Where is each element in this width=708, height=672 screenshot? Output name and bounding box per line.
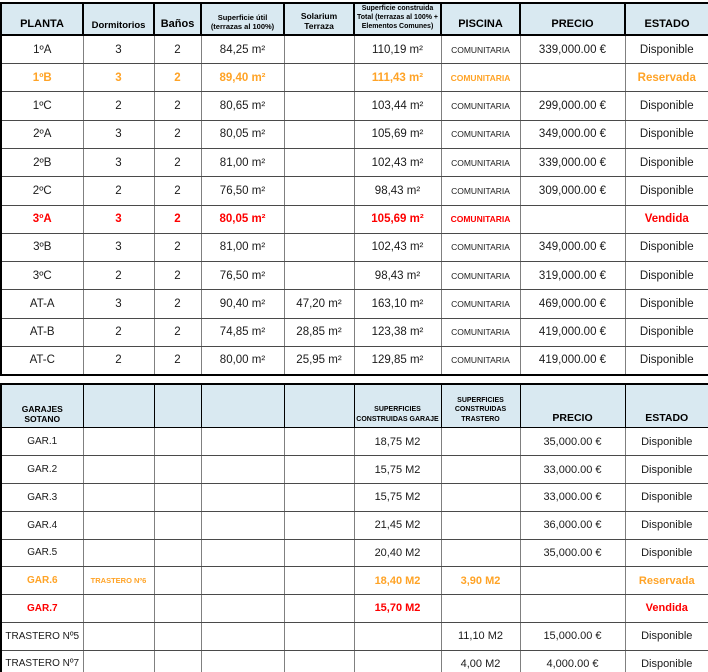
garages-header-empty-1 <box>154 384 201 428</box>
apartments-row-0-cell-dormitorios: 3 <box>83 35 154 63</box>
garages-row-7-cell-superficie-trastero: 11,10 M2 <box>441 622 520 650</box>
apartments-row-3-cell-estado: Disponible <box>625 120 708 148</box>
garages-row-3-cell-empty-3 <box>284 511 354 539</box>
garages-row-0-cell-empty-1 <box>154 428 201 456</box>
apartments-row-9-cell-estado: Disponible <box>625 290 708 318</box>
apartments-header-row <box>1 3 708 35</box>
garages-row-0-cell-estado: Disponible <box>625 428 708 456</box>
garages-row-2-cell-empty-1 <box>154 483 201 511</box>
garages-row-2-cell-precio: 33,000.00 € <box>520 483 625 511</box>
apartments-row-6 <box>1 205 708 233</box>
apartments-row-6-cell-planta: 3ºA <box>1 205 83 233</box>
apartments-row-5 <box>1 177 708 205</box>
apartments-row-2-cell-dormitorios: 2 <box>83 92 154 120</box>
apartments-row-5-cell-dormitorios: 2 <box>83 177 154 205</box>
apartments-row-9-cell-precio: 469,000.00 € <box>520 290 625 318</box>
apartments-row-5-cell-banos: 2 <box>154 177 201 205</box>
garages-row-6-cell-superficie-garaje: 15,70 M2 <box>354 595 441 623</box>
apartments-row-1 <box>1 64 708 92</box>
apartments-row-9-cell-superficie-construida: 163,10 m² <box>354 290 441 318</box>
garages-row-2-cell-estado: Disponible <box>625 483 708 511</box>
apartments-row-2-cell-banos: 2 <box>154 92 201 120</box>
apartments-row-10-cell-estado: Disponible <box>625 318 708 346</box>
apartments-row-6-cell-dormitorios: 3 <box>83 205 154 233</box>
apartments-header-superficie-construida: Superficie construida Total (terrazas al 100% + Elementos Comunes) <box>354 3 441 35</box>
apartments-header-precio: PRECIO <box>520 3 625 35</box>
apartments-row-11-cell-superficie-construida: 129,85 m² <box>354 347 441 375</box>
garages-row-1-cell-empty-1 <box>154 456 201 484</box>
garages-row-5-cell-precio <box>520 567 625 595</box>
apartments-row-11 <box>1 347 708 375</box>
apartments-row-2-cell-estado: Disponible <box>625 92 708 120</box>
garages-row-6-cell-superficie-trastero <box>441 595 520 623</box>
apartments-row-2 <box>1 92 708 120</box>
garages-row-6-cell-empty-2 <box>201 595 284 623</box>
garages-row-8-cell-superficie-trastero: 4,00 M2 <box>441 650 520 672</box>
apartments-row-7 <box>1 233 708 261</box>
apartments-row-6-cell-precio <box>520 205 625 233</box>
apartments-row-5-cell-superficie-construida: 98,43 m² <box>354 177 441 205</box>
apartments-row-10-cell-planta: AT-B <box>1 318 83 346</box>
apartments-header-dormitorios: Dormitorios <box>83 3 154 35</box>
garages-row-3-cell-estado: Disponible <box>625 511 708 539</box>
apartments-table-head <box>1 3 708 35</box>
apartments-row-1-cell-dormitorios: 3 <box>83 64 154 92</box>
apartments-row-1-cell-solarium-terraza <box>284 64 354 92</box>
apartments-row-9-cell-planta: AT-A <box>1 290 83 318</box>
garages-row-4-cell-empty-3 <box>284 539 354 567</box>
apartments-row-0-cell-superficie-construida: 110,19 m² <box>354 35 441 63</box>
garages-row-4-cell-garaje: GAR.5 <box>1 539 83 567</box>
garages-row-2-cell-empty-3 <box>284 483 354 511</box>
apartments-row-3-cell-dormitorios: 3 <box>83 120 154 148</box>
garages-row-4-cell-estado: Disponible <box>625 539 708 567</box>
garages-row-3-cell-precio: 36,000.00 € <box>520 511 625 539</box>
garages-row-0-cell-superficie-trastero <box>441 428 520 456</box>
apartments-row-0 <box>1 35 708 63</box>
apartments-row-6-cell-superficie-util: 80,05 m² <box>201 205 284 233</box>
apartments-row-9-cell-solarium-terraza: 47,20 m² <box>284 290 354 318</box>
apartments-row-10 <box>1 318 708 346</box>
apartments-row-4-cell-superficie-util: 81,00 m² <box>201 148 284 176</box>
apartments-row-6-cell-estado: Vendida <box>625 205 708 233</box>
garages-row-5-cell-empty-2 <box>201 567 284 595</box>
garages-row-8-cell-precio: 4,000.00 € <box>520 650 625 672</box>
garages-row-8-cell-trastero-label <box>83 650 154 672</box>
apartments-row-5-cell-estado: Disponible <box>625 177 708 205</box>
garages-row-5-cell-garaje: GAR.6 <box>1 567 83 595</box>
garages-row-0-cell-superficie-garaje: 18,75 M2 <box>354 428 441 456</box>
apartments-row-10-cell-superficie-util: 74,85 m² <box>201 318 284 346</box>
apartments-header-banos: Baños <box>154 3 201 35</box>
apartments-row-4-cell-estado: Disponible <box>625 148 708 176</box>
apartments-row-0-cell-banos: 2 <box>154 35 201 63</box>
apartments-row-1-cell-superficie-util: 89,40 m² <box>201 64 284 92</box>
apartments-header-estado: ESTADO <box>625 3 708 35</box>
garages-row-0-cell-empty-2 <box>201 428 284 456</box>
apartments-row-3-cell-superficie-util: 80,05 m² <box>201 120 284 148</box>
garages-row-7-cell-garaje: TRASTERO Nº5 <box>1 622 83 650</box>
apartments-row-10-cell-solarium-terraza: 28,85 m² <box>284 318 354 346</box>
apartments-row-11-cell-dormitorios: 2 <box>83 347 154 375</box>
apartments-row-5-cell-planta: 2ºC <box>1 177 83 205</box>
garages-row-4-cell-superficie-trastero <box>441 539 520 567</box>
garages-row-3-cell-superficie-trastero <box>441 511 520 539</box>
garages-header-empty-2 <box>201 384 284 428</box>
garages-row-0-cell-trastero-label <box>83 428 154 456</box>
apartments-row-1-cell-estado: Reservada <box>625 64 708 92</box>
garages-row-8-cell-empty-2 <box>201 650 284 672</box>
garages-row-5 <box>1 567 708 595</box>
apartments-row-11-cell-superficie-util: 80,00 m² <box>201 347 284 375</box>
garages-header-superficie-garaje: SUPERFICIES CONSTRUIDAS GARAJE <box>354 384 441 428</box>
garages-row-2 <box>1 483 708 511</box>
apartments-row-9-cell-banos: 2 <box>154 290 201 318</box>
garages-header-empty-3 <box>284 384 354 428</box>
apartments-row-1-cell-precio <box>520 64 625 92</box>
apartments-row-5-cell-superficie-util: 76,50 m² <box>201 177 284 205</box>
garages-row-6-cell-precio <box>520 595 625 623</box>
apartments-header-superficie-util: Superficie útil (terrazas al 100%) <box>201 3 284 35</box>
apartments-row-0-cell-planta: 1ºA <box>1 35 83 63</box>
garages-row-0-cell-empty-3 <box>284 428 354 456</box>
garages-row-6-cell-estado: Vendida <box>625 595 708 623</box>
apartments-row-4-cell-solarium-terraza <box>284 148 354 176</box>
garages-row-1-cell-garaje: GAR.2 <box>1 456 83 484</box>
apartments-row-1-cell-piscina: COMUNITARIA <box>441 64 520 92</box>
garages-row-8-cell-empty-1 <box>154 650 201 672</box>
apartments-row-11-cell-precio: 419,000.00 € <box>520 347 625 375</box>
garages-row-7-cell-empty-2 <box>201 622 284 650</box>
garages-row-7-cell-superficie-garaje <box>354 622 441 650</box>
apartments-row-8-cell-precio: 319,000.00 € <box>520 262 625 290</box>
garages-row-7-cell-empty-3 <box>284 622 354 650</box>
garages-row-5-cell-superficie-garaje: 18,40 M2 <box>354 567 441 595</box>
apartments-row-6-cell-banos: 2 <box>154 205 201 233</box>
apartments-row-7-cell-banos: 2 <box>154 233 201 261</box>
garages-row-6-cell-empty-1 <box>154 595 201 623</box>
garages-row-8 <box>1 650 708 672</box>
garages-header-superficie-trastero: SUPERFICIES CONSTRUIDAS TRASTERO <box>441 384 520 428</box>
apartments-row-0-cell-superficie-util: 84,25 m² <box>201 35 284 63</box>
apartments-row-8-cell-solarium-terraza <box>284 262 354 290</box>
apartments-row-6-cell-superficie-construida: 105,69 m² <box>354 205 441 233</box>
apartments-row-8-cell-planta: 3ºC <box>1 262 83 290</box>
apartments-row-0-cell-piscina: COMUNITARIA <box>441 35 520 63</box>
garages-row-2-cell-empty-2 <box>201 483 284 511</box>
garages-row-3-cell-empty-2 <box>201 511 284 539</box>
apartments-row-4-cell-planta: 2ºB <box>1 148 83 176</box>
apartments-row-11-cell-estado: Disponible <box>625 347 708 375</box>
garages-row-8-cell-superficie-garaje <box>354 650 441 672</box>
apartments-row-10-cell-banos: 2 <box>154 318 201 346</box>
apartments-header-piscina: PISCINA <box>441 3 520 35</box>
apartments-row-9-cell-piscina: COMUNITARIA <box>441 290 520 318</box>
garages-row-3-cell-trastero-label <box>83 511 154 539</box>
garages-row-1-cell-superficie-trastero <box>441 456 520 484</box>
apartments-row-4-cell-piscina: COMUNITARIA <box>441 148 520 176</box>
apartments-row-0-cell-estado: Disponible <box>625 35 708 63</box>
garages-row-7-cell-trastero-label <box>83 622 154 650</box>
apartments-row-10-cell-dormitorios: 2 <box>83 318 154 346</box>
garages-header-estado: ESTADO <box>625 384 708 428</box>
garages-row-5-cell-empty-3 <box>284 567 354 595</box>
apartments-row-6-cell-piscina: COMUNITARIA <box>441 205 520 233</box>
apartments-row-2-cell-piscina: COMUNITARIA <box>441 92 520 120</box>
apartments-row-7-cell-piscina: COMUNITARIA <box>441 233 520 261</box>
garages-row-6-cell-empty-3 <box>284 595 354 623</box>
apartments-row-3 <box>1 120 708 148</box>
garages-row-0 <box>1 428 708 456</box>
garages-row-4-cell-precio: 35,000.00 € <box>520 539 625 567</box>
apartments-row-10-cell-piscina: COMUNITARIA <box>441 318 520 346</box>
apartments-row-11-cell-planta: AT-C <box>1 347 83 375</box>
apartments-row-0-cell-solarium-terraza <box>284 35 354 63</box>
apartments-row-4-cell-superficie-construida: 102,43 m² <box>354 148 441 176</box>
apartments-row-8-cell-superficie-construida: 98,43 m² <box>354 262 441 290</box>
apartments-row-9 <box>1 290 708 318</box>
garages-row-3-cell-empty-1 <box>154 511 201 539</box>
garages-header-trastero-label <box>83 384 154 428</box>
garages-row-4-cell-empty-1 <box>154 539 201 567</box>
apartments-row-2-cell-precio: 299,000.00 € <box>520 92 625 120</box>
apartments-row-8-cell-banos: 2 <box>154 262 201 290</box>
garages-row-2-cell-trastero-label <box>83 483 154 511</box>
apartments-row-1-cell-planta: 1ºB <box>1 64 83 92</box>
garages-row-5-cell-trastero-label: TRASTERO Nº6 <box>83 567 154 595</box>
garages-header-row <box>1 384 708 428</box>
garages-row-2-cell-superficie-garaje: 15,75 M2 <box>354 483 441 511</box>
garages-row-1-cell-trastero-label <box>83 456 154 484</box>
apartments-row-8-cell-piscina: COMUNITARIA <box>441 262 520 290</box>
apartments-row-8-cell-superficie-util: 76,50 m² <box>201 262 284 290</box>
garages-row-1 <box>1 456 708 484</box>
garages-row-2-cell-superficie-trastero <box>441 483 520 511</box>
apartments-row-5-cell-precio: 309,000.00 € <box>520 177 625 205</box>
apartments-row-7-cell-planta: 3ºB <box>1 233 83 261</box>
apartments-row-5-cell-solarium-terraza <box>284 177 354 205</box>
garages-row-4-cell-trastero-label <box>83 539 154 567</box>
apartments-row-1-cell-superficie-construida: 111,43 m² <box>354 64 441 92</box>
apartments-row-5-cell-piscina: COMUNITARIA <box>441 177 520 205</box>
apartments-row-2-cell-solarium-terraza <box>284 92 354 120</box>
apartments-row-7-cell-superficie-util: 81,00 m² <box>201 233 284 261</box>
apartments-row-7-cell-dormitorios: 3 <box>83 233 154 261</box>
apartments-row-3-cell-banos: 2 <box>154 120 201 148</box>
apartments-row-4-cell-banos: 2 <box>154 148 201 176</box>
garages-row-3-cell-garaje: GAR.4 <box>1 511 83 539</box>
apartments-row-7-cell-estado: Disponible <box>625 233 708 261</box>
garages-row-2-cell-garaje: GAR.3 <box>1 483 83 511</box>
garages-row-1-cell-precio: 33,000.00 € <box>520 456 625 484</box>
apartments-row-4-cell-precio: 339,000.00 € <box>520 148 625 176</box>
apartments-row-1-cell-banos: 2 <box>154 64 201 92</box>
garages-table-head <box>1 384 708 428</box>
garages-row-0-cell-garaje: GAR.1 <box>1 428 83 456</box>
apartments-row-7-cell-solarium-terraza <box>284 233 354 261</box>
apartments-row-3-cell-superficie-construida: 105,69 m² <box>354 120 441 148</box>
apartments-price-table <box>0 2 708 376</box>
apartments-row-11-cell-piscina: COMUNITARIA <box>441 347 520 375</box>
garages-row-8-cell-garaje: TRASTERO Nº7 <box>1 650 83 672</box>
garages-header-precio: PRECIO <box>520 384 625 428</box>
garages-price-table <box>0 383 708 672</box>
apartments-row-9-cell-dormitorios: 3 <box>83 290 154 318</box>
apartments-row-8-cell-dormitorios: 2 <box>83 262 154 290</box>
apartments-row-3-cell-planta: 2ºA <box>1 120 83 148</box>
garages-row-3-cell-superficie-garaje: 21,45 M2 <box>354 511 441 539</box>
apartments-row-11-cell-solarium-terraza: 25,95 m² <box>284 347 354 375</box>
garages-row-6-cell-garaje: GAR.7 <box>1 595 83 623</box>
apartments-row-0-cell-precio: 339,000.00 € <box>520 35 625 63</box>
apartments-row-8 <box>1 262 708 290</box>
garages-row-6-cell-trastero-label <box>83 595 154 623</box>
apartments-row-4-cell-dormitorios: 3 <box>83 148 154 176</box>
apartments-header-planta: PLANTA <box>1 3 83 35</box>
garages-row-4 <box>1 539 708 567</box>
garages-row-1-cell-empty-2 <box>201 456 284 484</box>
apartments-row-2-cell-planta: 1ºC <box>1 92 83 120</box>
apartments-row-7-cell-precio: 349,000.00 € <box>520 233 625 261</box>
apartments-row-10-cell-precio: 419,000.00 € <box>520 318 625 346</box>
apartments-row-7-cell-superficie-construida: 102,43 m² <box>354 233 441 261</box>
apartments-row-3-cell-solarium-terraza <box>284 120 354 148</box>
apartments-row-3-cell-precio: 349,000.00 € <box>520 120 625 148</box>
garages-row-1-cell-empty-3 <box>284 456 354 484</box>
apartments-row-2-cell-superficie-construida: 103,44 m² <box>354 92 441 120</box>
garages-row-3 <box>1 511 708 539</box>
garages-row-6 <box>1 595 708 623</box>
apartments-row-11-cell-banos: 2 <box>154 347 201 375</box>
garages-row-8-cell-empty-3 <box>284 650 354 672</box>
apartments-row-6-cell-solarium-terraza <box>284 205 354 233</box>
garages-row-0-cell-precio: 35,000.00 € <box>520 428 625 456</box>
garages-table-body <box>1 428 708 672</box>
apartments-row-3-cell-piscina: COMUNITARIA <box>441 120 520 148</box>
garages-row-4-cell-superficie-garaje: 20,40 M2 <box>354 539 441 567</box>
apartments-row-4 <box>1 148 708 176</box>
garages-row-8-cell-estado: Disponible <box>625 650 708 672</box>
apartments-row-8-cell-estado: Disponible <box>625 262 708 290</box>
apartments-row-9-cell-superficie-util: 90,40 m² <box>201 290 284 318</box>
apartments-header-solarium-terraza: Solarium Terraza <box>284 3 354 35</box>
apartments-row-2-cell-superficie-util: 80,65 m² <box>201 92 284 120</box>
garages-row-7-cell-precio: 15,000.00 € <box>520 622 625 650</box>
garages-row-1-cell-estado: Disponible <box>625 456 708 484</box>
garages-row-5-cell-estado: Reservada <box>625 567 708 595</box>
garages-row-7-cell-estado: Disponible <box>625 622 708 650</box>
garages-row-7-cell-empty-1 <box>154 622 201 650</box>
garages-header-garaje: GARAJES SOTANO <box>1 384 83 428</box>
garages-row-5-cell-superficie-trastero: 3,90 M2 <box>441 567 520 595</box>
apartments-table-body <box>1 35 708 375</box>
garages-row-1-cell-superficie-garaje: 15,75 M2 <box>354 456 441 484</box>
apartments-row-10-cell-superficie-construida: 123,38 m² <box>354 318 441 346</box>
garages-row-4-cell-empty-2 <box>201 539 284 567</box>
garages-row-5-cell-empty-1 <box>154 567 201 595</box>
garages-row-7 <box>1 622 708 650</box>
